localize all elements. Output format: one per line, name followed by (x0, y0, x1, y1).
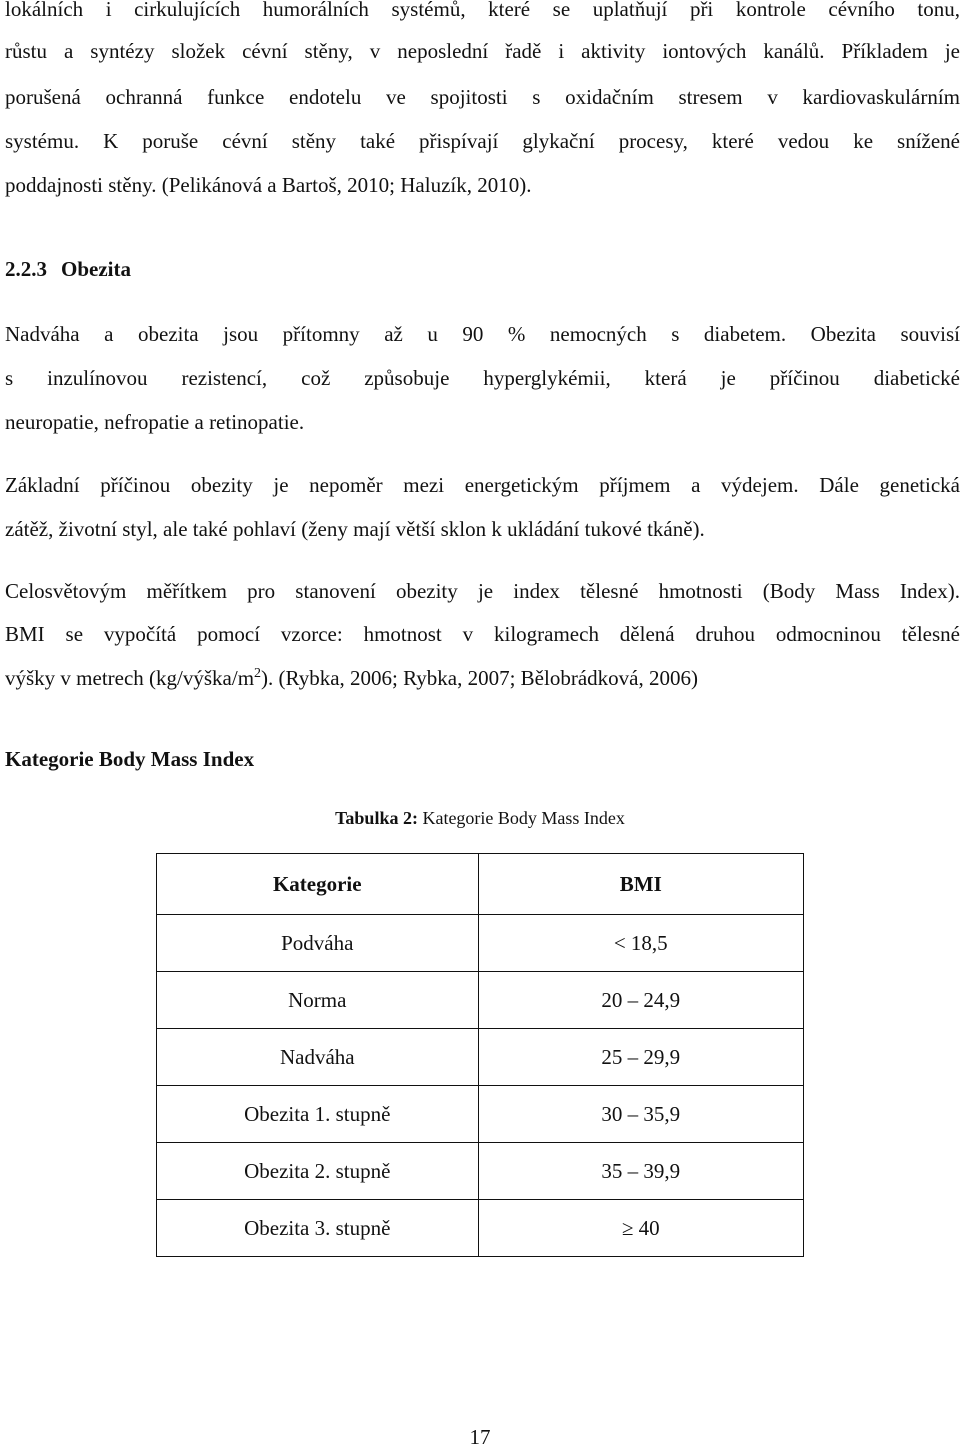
section-number: 2.2.3 (5, 257, 47, 281)
table-row (157, 972, 804, 1029)
cell-bmi: 25 – 29,9 (478, 1029, 803, 1086)
table-caption-text: Kategorie Body Mass Index (417, 808, 625, 828)
cell-category: Norma (157, 972, 479, 1029)
table-row (157, 1143, 804, 1200)
paragraph-4-line-1: Celosvětovým měřítkem pro stanovení obezity je index tělesné hmotnosti (Body Mass Index). (5, 579, 960, 603)
paragraph-2-line-2: s inzulínovou rezistencí, což způsobuje hyperglykémii, která je příčinou diabetické (5, 366, 960, 390)
cell-category: Obezita 3. stupně (157, 1200, 479, 1257)
formula-exponent: 2 (254, 666, 262, 681)
page-number: 17 (469, 1425, 491, 1449)
table-caption (0, 806, 960, 830)
table-row (157, 1086, 804, 1143)
cell-bmi: < 18,5 (478, 915, 803, 972)
header-bmi: BMI (478, 854, 803, 915)
subheading: Kategorie Body Mass Index (5, 747, 255, 771)
citation-text: ). (Rybka, 2006; Rybka, 2007; Bělobrádková, 2006) (261, 666, 698, 690)
table-row (157, 1029, 804, 1086)
table-row (157, 915, 804, 972)
section-heading (5, 256, 131, 282)
cell-bmi: 30 – 35,9 (478, 1086, 803, 1143)
paragraph-2-line-3: neuropatie, nefropatie a retinopatie. (5, 410, 305, 434)
formula-text: výšky v metrech (kg/výška/m (5, 666, 255, 690)
paragraph-1-line-2: růstu a syntézy složek cévní stěny, v neposlední řadě i aktivity iontových kanálů. Příkladem je (5, 39, 960, 63)
paragraph-1-line-4: systému. K poruše cévní stěny také přispívají glykační procesy, které vedou ke snížené (5, 129, 960, 153)
paragraph-3-line-2: zátěž, životní styl, ale také pohlaví (ženy mají větší sklon k ukládání tukové tkáně). (5, 517, 705, 541)
cell-category: Obezita 2. stupně (157, 1143, 479, 1200)
paragraph-1-line-3: porušená ochranná funkce endotelu ve spojitosti s oxidačním stresem v kardiovaskulárním (5, 85, 960, 109)
table-caption-label: Tabulka 2: (335, 808, 418, 828)
cell-category: Nadváha (157, 1029, 479, 1086)
paragraph-2-line-1: Nadváha a obezita jsou přítomny až u 90 % nemocných s diabetem. Obezita souvisí (5, 322, 960, 346)
bmi-table (156, 853, 804, 1257)
table-row (157, 1200, 804, 1257)
header-category: Kategorie (157, 854, 479, 915)
paragraph-3-line-1: Základní příčinou obezity je nepoměr mezi energetickým příjmem a výdejem. Dále genetická (5, 473, 960, 497)
paragraph-1-line-1: lokálních i cirkulujících humorálních systémů, které se uplatňují při kontrole cévního tonu, (5, 0, 960, 21)
cell-category: Obezita 1. stupně (157, 1086, 479, 1143)
paragraph-1-line-5: poddajnosti stěny. (Pelikánová a Bartoš, 2010; Haluzík, 2010). (5, 173, 532, 197)
cell-category: Podváha (157, 915, 479, 972)
cell-bmi: 20 – 24,9 (478, 972, 803, 1029)
paragraph-4-line-3 (5, 665, 960, 691)
cell-bmi: 35 – 39,9 (478, 1143, 803, 1200)
section-title: Obezita (61, 257, 131, 281)
cell-bmi: ≥ 40 (478, 1200, 803, 1257)
paragraph-4-line-2: BMI se vypočítá pomocí vzorce: hmotnost v kilogramech dělená druhou odmocninou tělesné (5, 622, 960, 646)
table-header-row (157, 854, 804, 915)
